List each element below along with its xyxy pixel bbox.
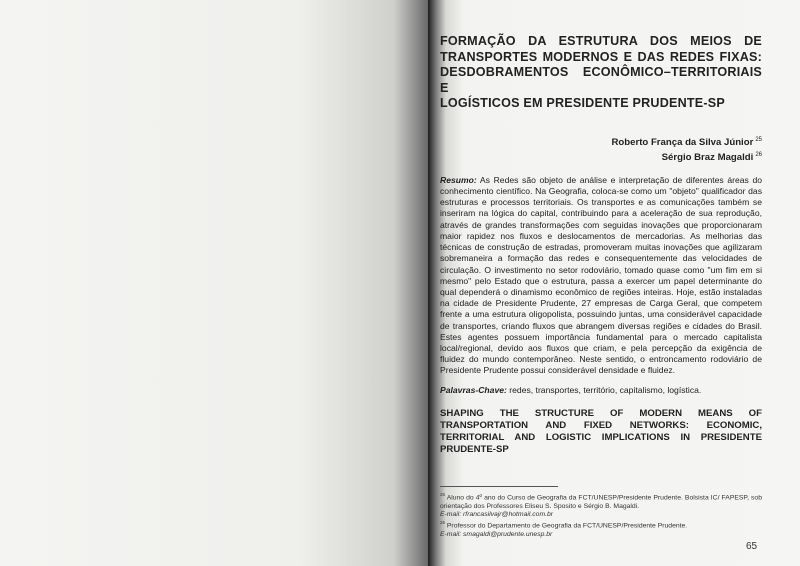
keywords-label: Palavras-Chave: (440, 384, 507, 395)
footnote-number: 26 (440, 520, 446, 526)
title-en-line: TERRITORIAL AND LOGISTIC IMPLICATIONS IN PRESIDENTE (440, 431, 762, 443)
footnote-number: 25 (440, 492, 446, 497)
footnote-text: Aluno do 4º ano do Curso de Geografia da FCT/UNESP/Presidente Prudente. Bolsista IC/ FAPESP, sob orientação dos Professores Eliseu S. Sposito e Sérgio B. Magaldi. (440, 494, 762, 510)
footnote (440, 491, 762, 511)
authors-block (440, 134, 762, 165)
title-en-line: SHAPING THE STRUCTURE OF MODERN MEANS OF (440, 407, 762, 419)
keywords (440, 385, 762, 396)
author (440, 149, 762, 165)
footnote-ref: 26 (755, 152, 762, 159)
article-content (440, 34, 762, 456)
footnote-divider (440, 486, 558, 487)
author-name: Roberto França da Silva Júnior (611, 136, 754, 148)
abstract-label: Resumo: (440, 174, 477, 185)
page-number: 65 (746, 541, 758, 552)
footnote-email: E-mail: rfrancasilvajr@hotmail.com.br (440, 511, 554, 519)
footnote-ref: 25 (755, 136, 762, 143)
title-line: TRANSPORTES MODERNOS E DAS REDES FIXAS: (440, 49, 762, 64)
article-title-pt (440, 34, 762, 112)
abstract-text: As Redes são objeto de análise e interpretação de diferentes áreas do conhecimento científico. Na Geografia, coloca-se como um "objeto" qualificador das estruturas e processos territoriais. Os transportes e as comunicações também se inseriram na lógica do capital, contribuindo para a aceleração de sua reprodução, através de grandes transformações com seguidas inovações que proporcionaram maior rapidez nos fluxos e deslocamentos de mercadorias. As melhorias das técnicas de construção de estradas, promoveram muitas inovações que agilizaram sobremaneira a formação das redes e consequentemente das velocidades de circulação. O investimento no setor rodoviário, tomado quase como "um fim em si mesmo" pelo Estado que o estrutura, passa a exercer um papel determinante do qual dependerá o dinamismo econômico de regiões inteiras. Hoje, estão instaladas na cidade de Presidente Prudente, 27 empresas de Carga Geral, que competem frente a uma estrutura oligopolista, possuindo juntas, uma considerável capacidade de transportes, criando fluxos que abrangem diversas regiões e cidades do Brasil. Estes agentes possuem importância fundamental para o mercado capitalista local/regional, devido aos fluxos que criam, e pela percepção da exigência de fluidez do mundo contemporâneo. Neste sentido, o entroncamento rodoviário de Presidente Prudente possui considerável densidade e fluidez. (440, 174, 762, 376)
title-en-line: TRANSPORTATION AND FIXED NETWORKS: ECONOMIC, (440, 419, 762, 431)
keywords-text: redes, transportes, território, capitalismo, logística. (506, 384, 702, 395)
title-line: FORMAÇÃO DA ESTRUTURA DOS MEIOS DE (440, 34, 762, 48)
title-en-line: PRUDENTE-SP (440, 444, 509, 456)
author (440, 134, 762, 150)
footnotes (440, 491, 762, 540)
abstract (440, 175, 762, 377)
footnote-email: E-mail: smagaldi@prudente.unesp.br (440, 531, 553, 539)
footnote (440, 519, 762, 531)
footnote-text: Professor do Departamento de Geografia da FCT/UNESP/Presidente Prudente. (445, 522, 688, 530)
title-line: DESDOBRAMENTOS ECONÔMICO–TERRITORIAIS E (440, 65, 762, 95)
title-line: LOGÍSTICOS EM PRESIDENTE PRUDENTE-SP (440, 96, 725, 110)
article-title-en (440, 408, 762, 457)
author-name: Sérgio Braz Magaldi (661, 152, 754, 164)
